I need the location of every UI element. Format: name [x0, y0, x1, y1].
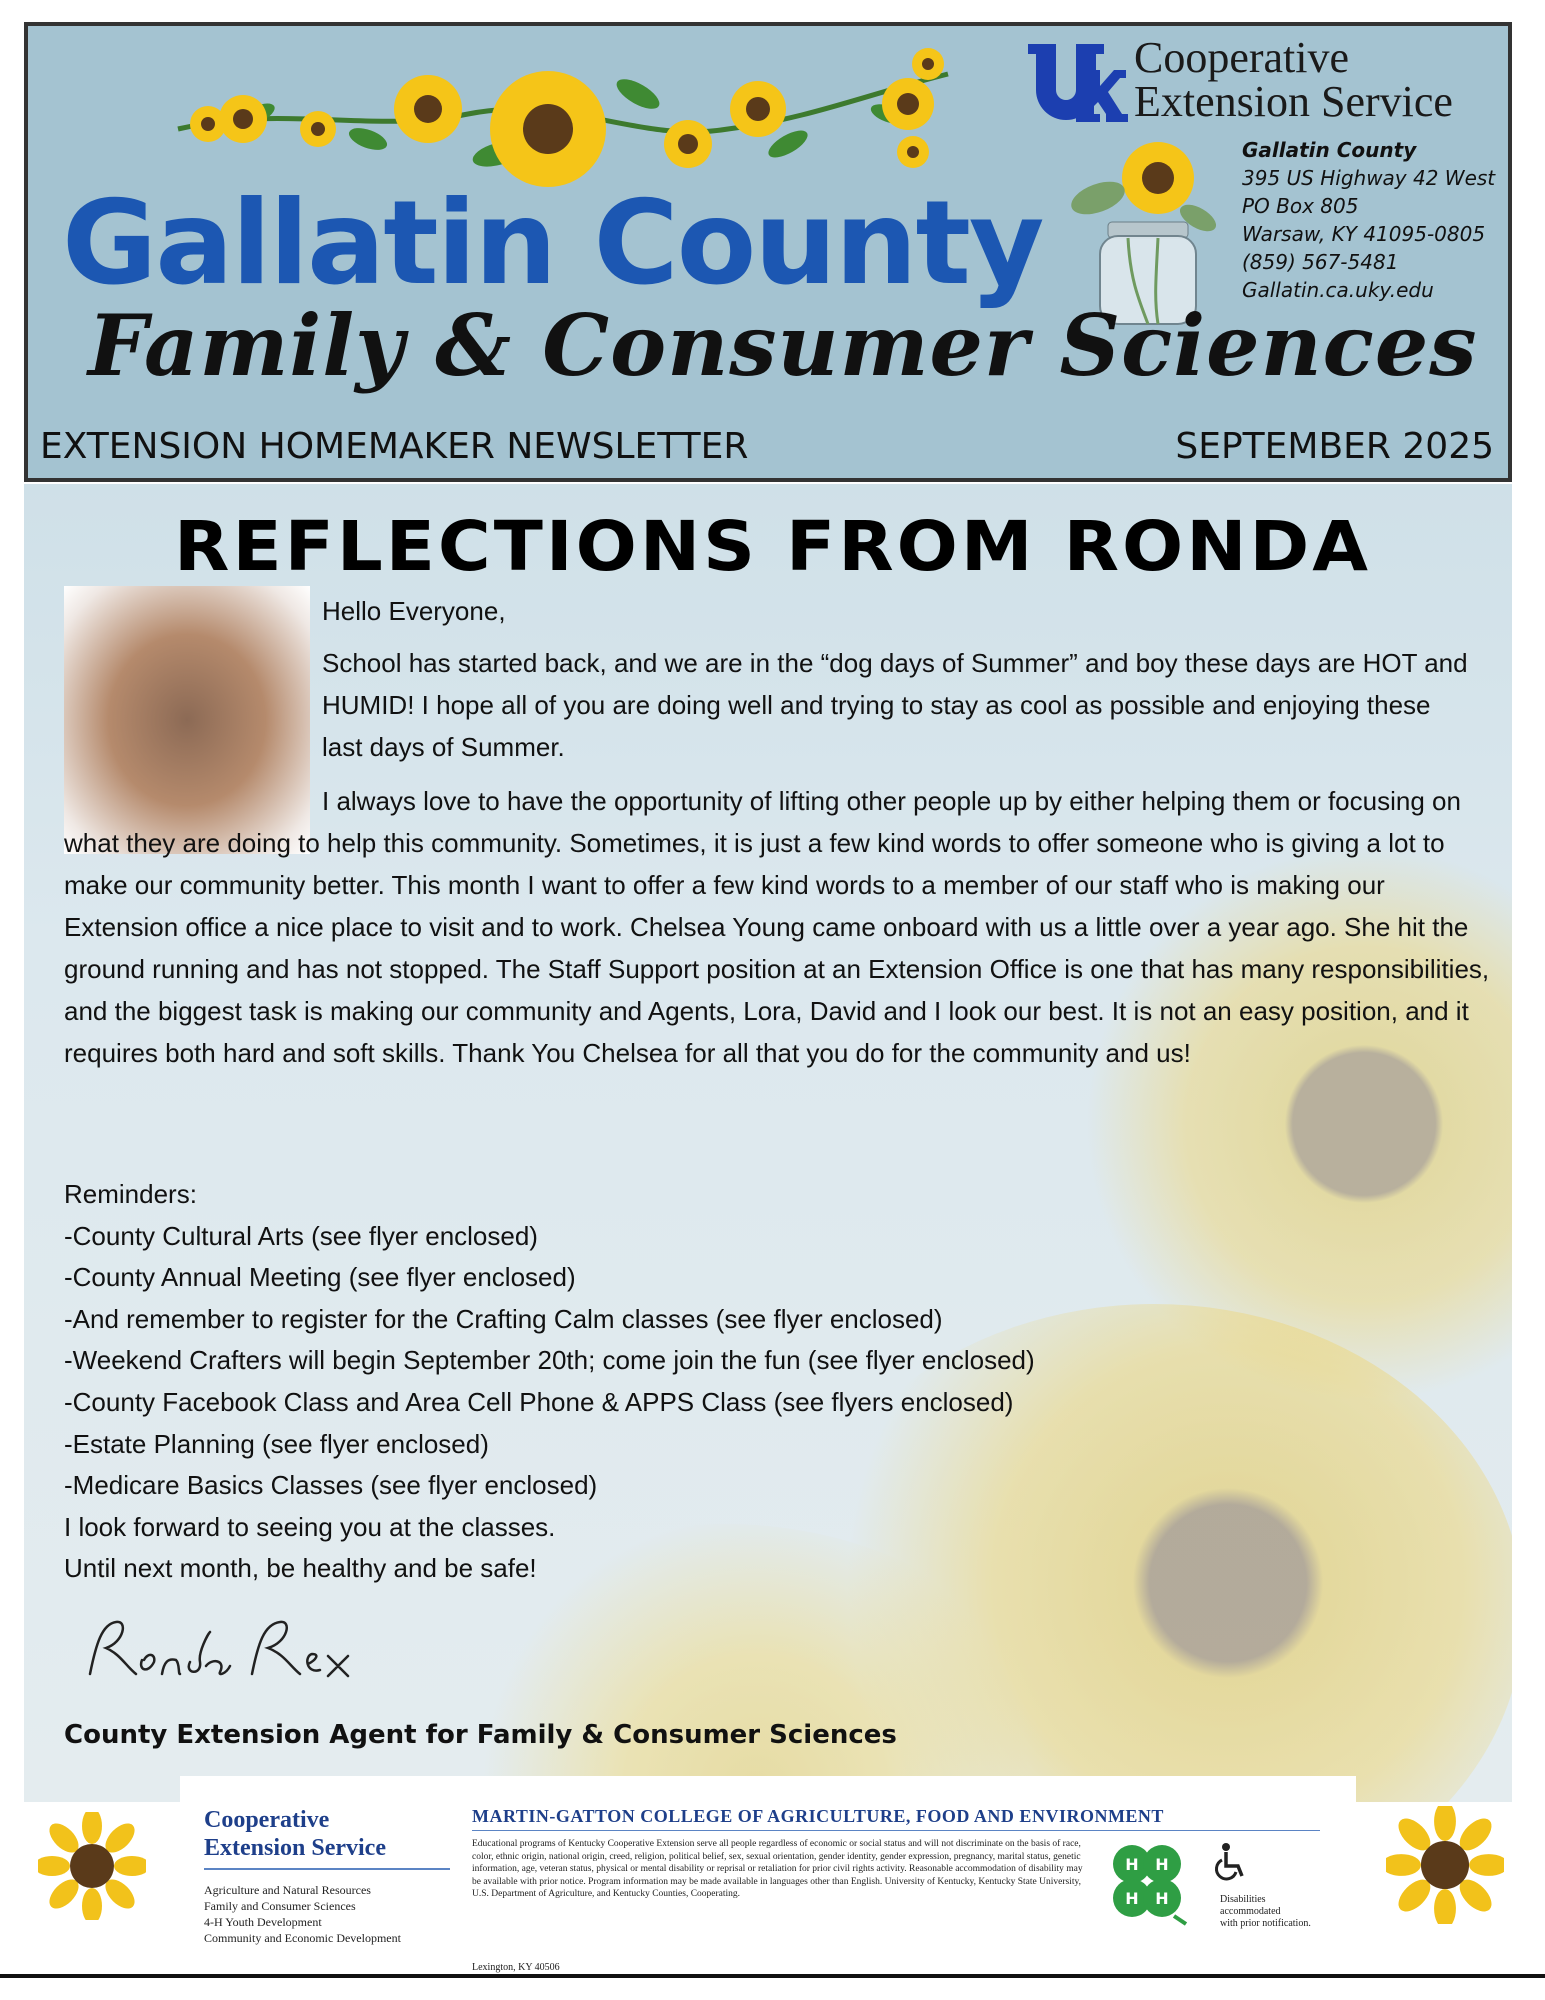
address-county: Gallatin County — [1242, 138, 1417, 162]
reminder-item: -County Cultural Arts (see flyer enclosed) — [64, 1220, 538, 1251]
paragraph-1: School has started back, and we are in the “dog days of Summer” and boy these days are HOT and HUMID! I hope all of you are doing well and trying to stay as cool as possible and enjoying these last days of Summer. — [322, 648, 1468, 762]
reminder-item: -County Facebook Class and Area Cell Phone & APPS Class (see flyers enclosed) — [64, 1386, 1014, 1417]
4h-clover-icon — [1104, 1840, 1190, 1926]
sunflower-icon — [38, 1812, 146, 1920]
reminders-title: Reminders: — [64, 1179, 197, 1209]
signer-title: County Extension Agent for Family & Consumer Sciences — [64, 1720, 897, 1750]
svg-text:H: H — [1125, 1889, 1139, 1908]
reminder-item: -County Annual Meeting (see flyer enclosed) — [64, 1262, 576, 1293]
college-name: MARTIN-GATTON COLLEGE OF AGRICULTURE, FOOD AND ENVIRONMENT — [472, 1806, 1164, 1826]
reminder-item: -And remember to register for the Crafting Calm classes (see flyer enclosed) — [64, 1303, 943, 1334]
svg-text:H: H — [1155, 1855, 1169, 1874]
reminders-list — [64, 1174, 1035, 1590]
office-address — [1242, 136, 1495, 304]
wheelchair-icon — [1214, 1842, 1250, 1882]
signature — [76, 1604, 396, 1694]
newsletter-label: EXTENSION HOMEMAKER NEWSLETTER — [40, 426, 749, 467]
paragraph-2: I always love to have the opportunity of lifting other people up by either helping them or focusing on what they are doing to help this community. Sometimes, it is just a few kind words to offer someone who is giving a lot to make our community better. This month I want to offer a few kind words to a member of our staff who is making our Extension office a nice place to visit and to work. Chelsea Young came onboard with us a little over a year ago. She hit the ground running and has not stopped. The Staff Support position at an Extension Office is one that has many responsibilities, and the biggest task is making our community and Agents, Lora, David and I look our best. It is not an easy position, and it requires both hard and soft skills. Thank You Chelsea for all that you do for the community and us! — [64, 786, 1490, 1068]
uk-logo-icon — [1024, 40, 1128, 132]
address-street: 395 US Highway 42 West — [1242, 166, 1496, 190]
reminder-item: -Estate Planning (see flyer enclosed) — [64, 1428, 489, 1459]
address-website: Gallatin.ca.uky.edu — [1242, 278, 1434, 302]
disabilities-note: Disabilities accommodated with prior notification. — [1220, 1894, 1311, 1929]
newsletter-header — [24, 22, 1512, 482]
newsletter-title: Gallatin County — [62, 176, 1043, 311]
closing-line-2: Until next month, be healthy and be safe! — [64, 1553, 537, 1584]
svg-text:H: H — [1125, 1855, 1139, 1874]
footer-city: Lexington, KY 40506 — [472, 1962, 560, 1973]
reminder-item: -Medicare Basics Classes (see flyer enclosed) — [64, 1470, 598, 1501]
address-phone: (859) 567-5481 — [1242, 250, 1399, 274]
college-divider — [472, 1830, 1320, 1831]
sunflower-icon — [1386, 1806, 1504, 1924]
svg-text:H: H — [1155, 1889, 1169, 1908]
footer-divider — [204, 1868, 450, 1870]
bottom-rule — [0, 1974, 1545, 1978]
closing-line-1: I look forward to seeing you at the classes. — [64, 1511, 556, 1542]
footer-org-name: Cooperative Extension Service — [204, 1807, 386, 1861]
nondiscrimination-statement: Educational programs of Kentucky Cooperative Extension serve all people regardless of economic or social status and will not discriminate on the basis of race, color, ethnic origin, national origin, creed, religion, political belief, sex, sexual orientation, gender identity, gender expression, pregnancy, marital status, genetic information, age, veteran status, physical or mental disability or reprisal or retaliation for prior civil rights activity. Reasonable accommodation of disability may be available with prior notice. Program information may be made available in languages other than English. University of Kentucky, Kentucky State University, U.S. Department of Agriculture, and Kentucky Counties, Cooperating. — [472, 1839, 1083, 1899]
org-name: Cooperative Extension Service — [1134, 33, 1453, 126]
address-po-box: PO Box 805 — [1242, 194, 1359, 218]
reminder-item: -Weekend Crafters will begin September 20th; come join the fun (see flyer enclosed) — [64, 1345, 1035, 1376]
address-city: Warsaw, KY 41095-0805 — [1242, 222, 1486, 246]
issue-date: SEPTEMBER 2025 — [1175, 426, 1494, 467]
greeting: Hello Everyone, — [322, 596, 506, 626]
newsletter-subtitle: Family & Consumer Sciences — [88, 296, 1478, 395]
footer-programs: Agriculture and Natural Resources Family and Consumer Sciences 4-H Youth Development Community and Economic Development — [204, 1883, 401, 1945]
article-heading: REFLECTIONS FROM RONDA — [174, 506, 1371, 586]
